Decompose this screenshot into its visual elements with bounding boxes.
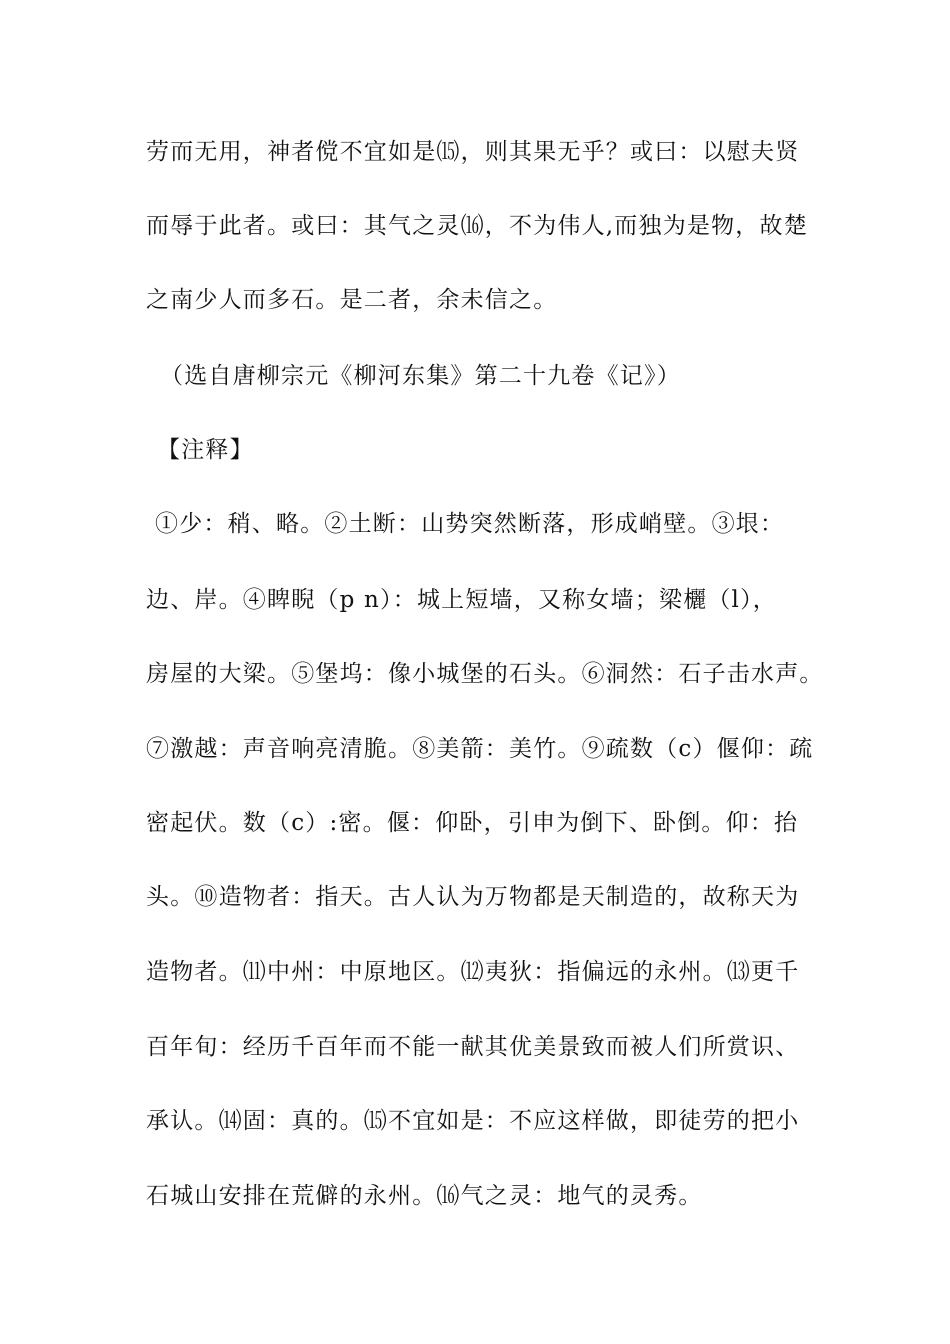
note-line-6: 头。⑩造物者：指天。古人认为万物都是天制造的，故称天为 <box>146 884 800 910</box>
note-line-7: 造物者。⑾中州：中原地区。⑿夷狄：指偏远的永州。⒀更千 <box>146 959 800 985</box>
note-line-2: 边、岸。④睥睨（p n）：城上短墙，又称女墙；梁欐（l）， <box>146 587 778 613</box>
source-citation: （选自唐柳宗元《柳河东集》第二十九卷《记》） <box>160 363 681 389</box>
body-text-line-3: 之南少人而多石。是二者，余未信之。 <box>146 287 558 313</box>
note-line-4: ⑦激越：声音响亮清脆。⑧美箭：美竹。⑨疏数（c）偃仰：疏 <box>146 736 814 762</box>
body-text-line-1: 劳而无用，神者傥不宜如是⒂，则其果无乎？或曰：以慰夫贤 <box>146 139 800 165</box>
body-text-line-2: 而辱于此者。或曰：其气之灵⒃，不为伟人,而独为是物，故楚 <box>146 213 808 239</box>
note-line-5: 密起伏。数（c）:密。偃：仰卧，引申为倒下、卧倒。仰：抬 <box>146 810 799 836</box>
note-line-10: 石城山安排在荒僻的永州。⒃气之灵：地气的灵秀。 <box>146 1183 703 1209</box>
note-line-9: 承认。⒁固：真的。⒂不宜如是：不应这样做，即徒劳的把小 <box>146 1108 800 1134</box>
note-line-3: 房屋的大梁。⑤堡坞：像小城堡的石头。⑥洞然：石子击水声。 <box>146 661 824 687</box>
note-line-1: ①少：稍、略。②土断：山势突然断落，形成峭壁。③垠： <box>155 511 785 537</box>
note-line-8: 百年旬：经历千百年而不能一献其优美景致而被人们所赏识、 <box>146 1034 800 1060</box>
notes-heading: 【注释】 <box>157 437 254 463</box>
